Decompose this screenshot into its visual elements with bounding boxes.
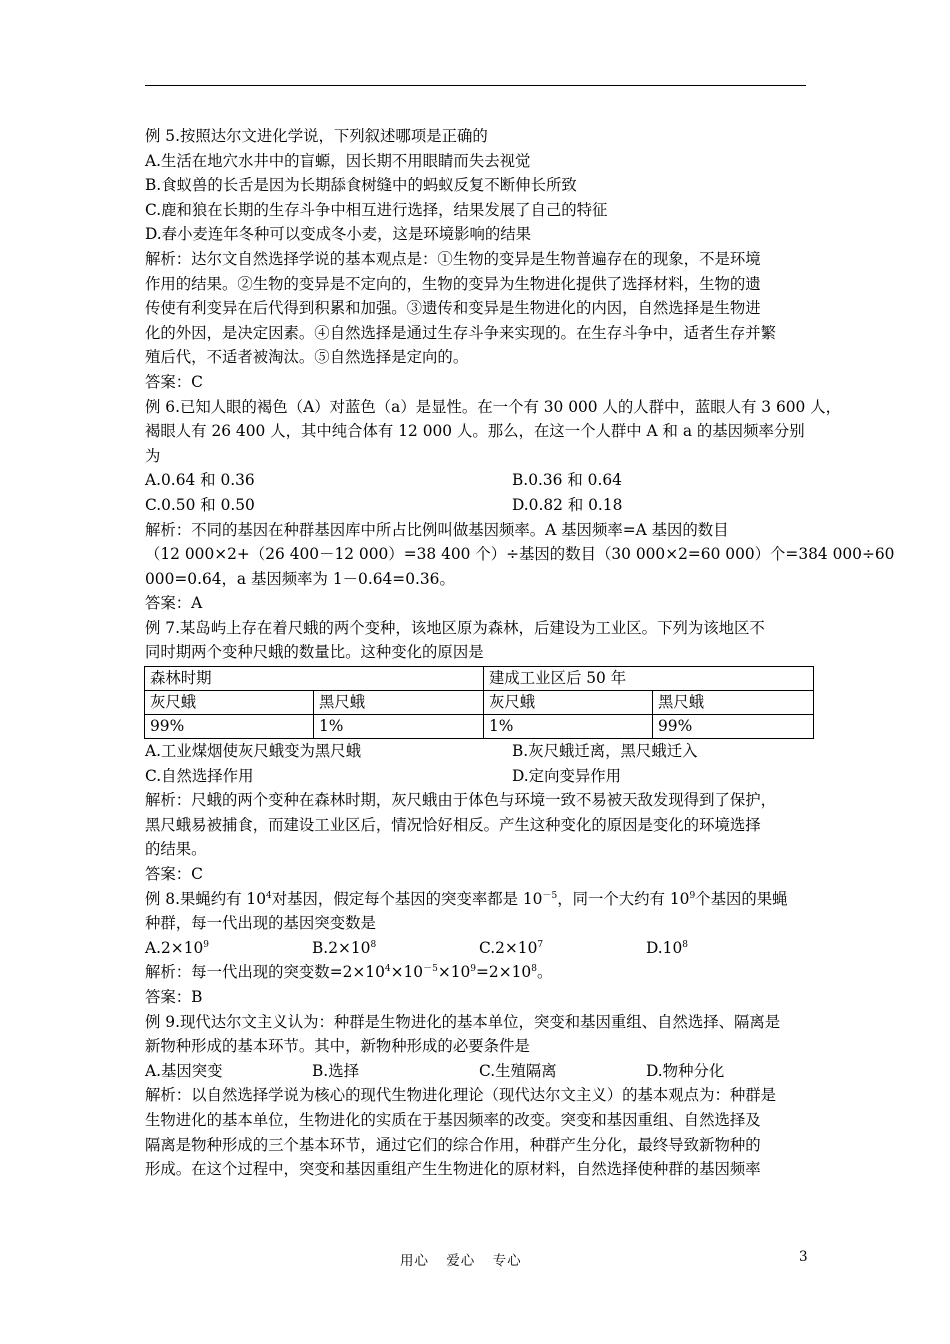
q6-stem-line: 为 (145, 446, 161, 465)
q6-answer: 答案：A (145, 594, 203, 613)
table-cell-period1: 森林时期 (145, 667, 484, 691)
q8-exponent: 9 (203, 939, 210, 950)
q6-option-a: A.0.64 和 0.36 (145, 471, 255, 490)
table-cell-gray: 灰尺蛾 (145, 691, 314, 715)
q6-stem-line: 褐眼人有 26 400 人，其中纯合体有 12 000 人。那么，在这一个人群中 A 和 a 的基因频率分别 (145, 422, 805, 441)
q8-exponent: －5 (542, 890, 558, 901)
table-cell-value: 99% (145, 715, 314, 739)
q5-option-c: C.鹿和狼在长期的生存斗争中相互进行选择，结果发展了自己的特征 (145, 200, 608, 219)
q8-option-d (646, 936, 813, 961)
q9-analysis-line: 生物进化的基本单位，生物进化的实质在于基因频率的改变。突变和基因重组、自然选择及 (145, 1110, 761, 1129)
table-row (145, 715, 814, 739)
table-cell-black: 黑尺蛾 (653, 691, 814, 715)
q8-exponent: 9 (470, 964, 477, 975)
q8-option-text: C.2×10 (479, 938, 538, 957)
q6-analysis-line: 解析：不同的基因在种群基因库中所占比例叫做基因频率。A 基因频率=A 基因的数目 (145, 520, 729, 539)
table-row (145, 691, 814, 715)
q8-analysis-text: =2×10 (476, 963, 532, 982)
q5-analysis-line: 殖后代，不适者被淘汰。⑤自然选择是定向的。 (145, 348, 469, 367)
q9-stem-line: 例 9.现代达尔文主义认为：种群是生物进化的基本单位，突变和基因重组、自然选择、隔离是 (145, 1012, 781, 1031)
q7-analysis-line: 解析：尺蛾的两个变种在森林时期，灰尺蛾由于体色与环境一致不易被天敌发现得到了保护， (145, 791, 777, 810)
q6-stem-line: 例 6.已知人眼的褐色（A）对蓝色（a）是显性。在一个有 30 000 人的人群中，蓝眼人有 3 600 人， (145, 397, 842, 416)
q8-options-row (145, 936, 815, 961)
q5-option-d: D.春小麦连年冬种可以变成冬小麦，这是环境影响的结果 (145, 225, 532, 244)
q5-option-a: A.生活在地穴水井中的盲螈，因长期不用眼睛而失去视觉 (145, 151, 531, 170)
q5-analysis-line: 解析：达尔文自然选择学说的基本观点是：①生物的变异是生物普遍存在的现象，不是环境 (145, 249, 761, 268)
q6-option-c: C.0.50 和 0.50 (145, 495, 255, 514)
q9-analysis-line: 隔离是物种形成的三个基本环节，通过它们的综合作用，种群产生分化，最终导致新物种的 (145, 1135, 761, 1154)
q5-analysis-line: 化的外因，是决定因素。④自然选择是通过生存斗争来实现的。在生存斗争中，适者生存并繁 (145, 323, 777, 342)
q8-exponent: 8 (682, 939, 689, 950)
q8-analysis-text: 。 (536, 963, 553, 982)
moth-ratio-table (144, 666, 814, 739)
q8-exponent: 4 (266, 890, 272, 901)
page-number: 3 (799, 1249, 808, 1265)
q7-stem-line: 例 7.某岛屿上存在着尺蛾的两个变种，该地区原为森林，后建设为工业区。下列为该地区不 (145, 618, 765, 637)
q9-stem-line: 新物种形成的基本环节。其中，新物种形成的必要条件是 (145, 1037, 530, 1056)
q7-analysis-line: 黑尺蛾易被捕食，而建设工业区后，情况恰好相反。产生这种变化的原因是变化的环境选择 (145, 815, 761, 834)
q8-exponent: 8 (370, 939, 377, 950)
page-content (145, 124, 895, 1182)
q8-stem-line: 种群，每一代出现的基因突变数是 (145, 914, 376, 933)
q8-option-a (145, 936, 312, 961)
q8-option-text: A.2×10 (145, 938, 204, 957)
q8-stem-line (145, 887, 815, 912)
q5-analysis-line: 作用的结果。②生物的变异是不定向的，生物的变异为生物进化提供了选择材料，生物的遗 (145, 274, 761, 293)
q7-option-c: C.自然选择作用 (145, 766, 254, 785)
q7-options-row (145, 764, 815, 789)
q6-analysis-line: （12 000×2+（26 400－12 000）=38 400 个）÷基因的数目（30 000×2=60 000）个=384 000÷60 (145, 545, 895, 564)
q8-stem-text: 例 8.果蝇约有 10 (145, 889, 267, 908)
q7-answer: 答案：C (145, 865, 203, 884)
q8-exponent: 8 (531, 964, 537, 975)
table-cell-black: 黑尺蛾 (314, 691, 484, 715)
q5-stem: 例 5.按照达尔文进化学说，下列叙述哪项是正确的 (145, 127, 488, 145)
q9-options-row (145, 1059, 815, 1084)
q8-option-b (312, 936, 479, 961)
q9-option-d: D.物种分化 (646, 1061, 725, 1080)
q6-options-row (145, 468, 815, 493)
q6-option-d: D.0.82 和 0.18 (512, 495, 623, 514)
table-cell-value: 99% (653, 715, 814, 739)
q9-option-b: B.选择 (312, 1061, 359, 1080)
header-rule (145, 85, 806, 86)
footer-motto: 用心 爱心 专心 (400, 1253, 522, 1269)
q9-analysis-line: 解析：以自然选择学说为核心的现代生物进化理论（现代达尔文主义）的基本观点为：种群是 (145, 1086, 777, 1105)
q8-exponent: 9 (689, 890, 696, 901)
q8-analysis-text: ×10 (437, 963, 471, 982)
q9-analysis-line: 形成。在这个过程中，突变和基因重组产生生物进化的原材料，自然选择使种群的基因频率 (145, 1160, 761, 1179)
q6-option-b: B.0.36 和 0.64 (512, 471, 622, 490)
q9-option-a: A.基因突变 (145, 1061, 223, 1080)
q8-answer: 答案：B (145, 988, 203, 1006)
q8-analysis-text: ×10 (390, 963, 424, 982)
q8-option-text: D.10 (646, 938, 683, 957)
q8-exponent: 4 (384, 964, 391, 975)
q9-option-c: C.生殖隔离 (479, 1061, 557, 1080)
table-row (145, 667, 814, 691)
q8-exponent: 7 (537, 939, 544, 950)
q6-options-row (145, 493, 815, 518)
q5-option-b: B.食蚁兽的长舌是因为长期舔食树缝中的蚂蚁反复不断伸长所致 (145, 176, 577, 195)
q8-analysis (145, 960, 815, 985)
q7-option-a: A.工业煤烟使灰尺蛾变为黑尺蛾 (145, 742, 362, 761)
q8-stem-text: ，同一个大约有 10 (557, 889, 690, 908)
table-cell-gray: 灰尺蛾 (484, 691, 653, 715)
q8-stem-text: 个基因的果蝇 (695, 889, 788, 908)
q7-option-d: D.定向变异作用 (512, 766, 622, 785)
table-cell-period2: 建成工业区后 50 年 (484, 667, 814, 691)
q6-analysis-line: 000=0.64，a 基因频率为 1－0.64=0.36。 (145, 569, 455, 588)
q5-analysis-line: 传使有利变异在后代得到积累和加强。③遗传和变异是生物进化的内因，自然选择是生物进 (145, 299, 761, 318)
q7-analysis-line: 的结果。 (145, 840, 207, 859)
q8-exponent: －5 (423, 964, 438, 975)
q7-options-row (145, 739, 815, 764)
q8-option-text: B.2×10 (312, 938, 371, 957)
q7-stem-line: 同时期两个变种尺蛾的数量比。这种变化的原因是 (145, 643, 484, 662)
q8-analysis-text: 解析：每一代出现的突变数=2×10 (145, 963, 385, 982)
q8-option-c (479, 936, 646, 961)
q7-option-b: B.灰尺蛾迁离，黑尺蛾迁入 (512, 742, 698, 761)
q5-answer: 答案：C (145, 372, 203, 391)
table-cell-value: 1% (314, 715, 484, 739)
table-cell-value: 1% (484, 715, 653, 739)
q8-stem-text: 对基因，假定每个基因的突变率都是 10 (271, 889, 543, 908)
